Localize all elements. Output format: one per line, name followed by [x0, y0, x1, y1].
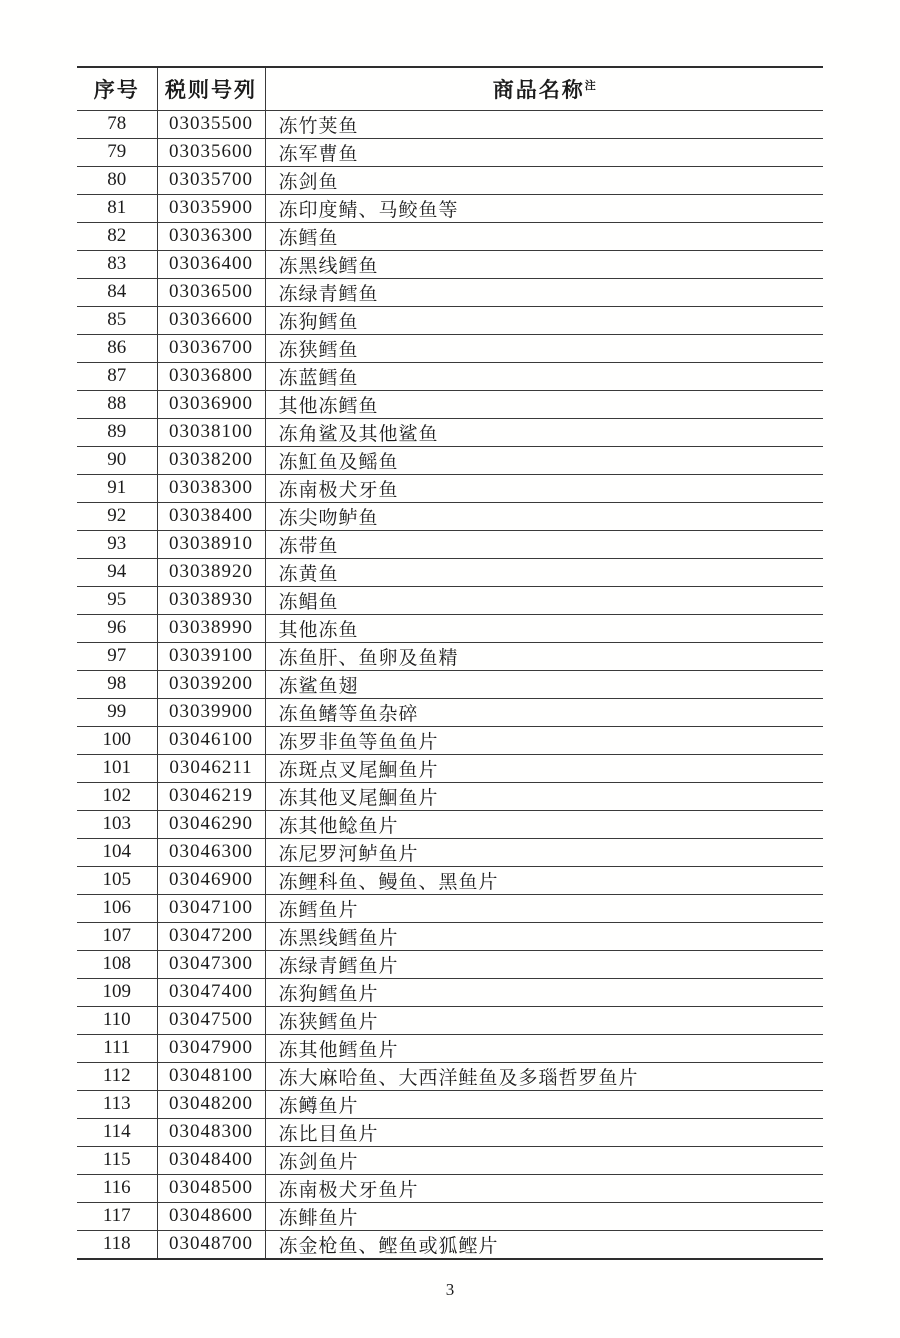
name-cell: 冻鲱鱼片 — [265, 1202, 823, 1230]
table-row — [77, 138, 823, 166]
code-cell: 03046900 — [157, 866, 265, 894]
table-row — [77, 1202, 823, 1230]
table-row — [77, 362, 823, 390]
table-row — [77, 950, 823, 978]
serial-cell: 113 — [77, 1090, 157, 1118]
table-row — [77, 1118, 823, 1146]
serial-cell: 81 — [77, 194, 157, 222]
serial-cell: 112 — [77, 1062, 157, 1090]
code-cell: 03048300 — [157, 1118, 265, 1146]
name-cell: 冻角鲨及其他鲨鱼 — [265, 418, 823, 446]
table-row — [77, 474, 823, 502]
code-cell: 03039900 — [157, 698, 265, 726]
table-row — [77, 1034, 823, 1062]
code-cell: 03046211 — [157, 754, 265, 782]
table-row — [77, 922, 823, 950]
code-cell: 03035900 — [157, 194, 265, 222]
table-row — [77, 726, 823, 754]
name-cell: 冻狗鳕鱼片 — [265, 978, 823, 1006]
code-cell: 03048400 — [157, 1146, 265, 1174]
code-cell: 03047400 — [157, 978, 265, 1006]
code-cell: 03038920 — [157, 558, 265, 586]
name-cell: 冻大麻哈鱼、大西洋鲑鱼及多瑙哲罗鱼片 — [265, 1062, 823, 1090]
table-row — [77, 418, 823, 446]
code-cell: 03047900 — [157, 1034, 265, 1062]
name-cell: 冻南极犬牙鱼片 — [265, 1174, 823, 1202]
table-row — [77, 306, 823, 334]
table-row — [77, 810, 823, 838]
table-row — [77, 222, 823, 250]
serial-cell: 110 — [77, 1006, 157, 1034]
serial-cell: 88 — [77, 390, 157, 418]
serial-cell: 99 — [77, 698, 157, 726]
table-row — [77, 642, 823, 670]
name-cell: 冻比目鱼片 — [265, 1118, 823, 1146]
code-cell: 03038200 — [157, 446, 265, 474]
table-row — [77, 334, 823, 362]
serial-cell: 116 — [77, 1174, 157, 1202]
code-cell: 03048700 — [157, 1230, 265, 1259]
name-cell: 冻鱼鳍等鱼杂碎 — [265, 698, 823, 726]
code-cell: 03048200 — [157, 1090, 265, 1118]
name-cell: 冻鱼肝、鱼卵及鱼精 — [265, 642, 823, 670]
serial-cell: 83 — [77, 250, 157, 278]
serial-cell: 90 — [77, 446, 157, 474]
code-cell: 03035600 — [157, 138, 265, 166]
serial-cell: 109 — [77, 978, 157, 1006]
table-row — [77, 1146, 823, 1174]
name-cell: 冻黄鱼 — [265, 558, 823, 586]
serial-cell: 92 — [77, 502, 157, 530]
code-cell: 03036500 — [157, 278, 265, 306]
code-cell: 03036400 — [157, 250, 265, 278]
table-header — [77, 67, 823, 110]
serial-cell: 96 — [77, 614, 157, 642]
table-row — [77, 502, 823, 530]
table-row — [77, 586, 823, 614]
name-cell: 冻剑鱼 — [265, 166, 823, 194]
table-row — [77, 978, 823, 1006]
serial-cell: 95 — [77, 586, 157, 614]
serial-cell: 103 — [77, 810, 157, 838]
table-row — [77, 1062, 823, 1090]
serial-cell: 94 — [77, 558, 157, 586]
code-cell: 03038300 — [157, 474, 265, 502]
name-cell: 冻鳕鱼 — [265, 222, 823, 250]
name-cell: 冻斑点叉尾鮰鱼片 — [265, 754, 823, 782]
table-row — [77, 614, 823, 642]
name-cell: 冻金枪鱼、鲣鱼或狐鲣片 — [265, 1230, 823, 1259]
code-cell: 03047200 — [157, 922, 265, 950]
code-cell: 03038100 — [157, 418, 265, 446]
table-row — [77, 782, 823, 810]
name-cell: 冻尼罗河鲈鱼片 — [265, 838, 823, 866]
code-cell: 03047300 — [157, 950, 265, 978]
table-row — [77, 446, 823, 474]
code-cell: 03046300 — [157, 838, 265, 866]
name-cell: 冻狭鳕鱼片 — [265, 1006, 823, 1034]
serial-cell: 79 — [77, 138, 157, 166]
name-cell: 冻剑鱼片 — [265, 1146, 823, 1174]
serial-cell: 118 — [77, 1230, 157, 1259]
serial-cell: 84 — [77, 278, 157, 306]
name-cell: 冻鲳鱼 — [265, 586, 823, 614]
serial-cell: 89 — [77, 418, 157, 446]
serial-cell: 97 — [77, 642, 157, 670]
col-header-name-text: 商品名称 — [492, 77, 585, 102]
table-row — [77, 166, 823, 194]
table-row — [77, 1090, 823, 1118]
serial-cell: 104 — [77, 838, 157, 866]
code-cell: 03038910 — [157, 530, 265, 558]
table-row — [77, 194, 823, 222]
name-cell: 冻绿青鳕鱼片 — [265, 950, 823, 978]
product-table — [77, 66, 823, 1260]
code-cell: 03048500 — [157, 1174, 265, 1202]
code-cell: 03048100 — [157, 1062, 265, 1090]
name-cell: 冻印度鲭、马鲛鱼等 — [265, 194, 823, 222]
table-body — [77, 110, 823, 1259]
serial-cell: 91 — [77, 474, 157, 502]
serial-cell: 117 — [77, 1202, 157, 1230]
serial-cell: 105 — [77, 866, 157, 894]
code-cell: 03039200 — [157, 670, 265, 698]
serial-cell: 108 — [77, 950, 157, 978]
serial-cell: 87 — [77, 362, 157, 390]
name-cell: 冻鳕鱼片 — [265, 894, 823, 922]
header-note-superscript: 注 — [584, 79, 596, 92]
serial-cell: 85 — [77, 306, 157, 334]
name-cell: 冻蓝鳕鱼 — [265, 362, 823, 390]
code-cell: 03047100 — [157, 894, 265, 922]
table-row — [77, 530, 823, 558]
table-row — [77, 1230, 823, 1259]
code-cell: 03036600 — [157, 306, 265, 334]
code-cell: 03036700 — [157, 334, 265, 362]
code-cell: 03035700 — [157, 166, 265, 194]
name-cell: 冻军曹鱼 — [265, 138, 823, 166]
name-cell: 冻竹荚鱼 — [265, 110, 823, 138]
name-cell: 冻南极犬牙鱼 — [265, 474, 823, 502]
table-row — [77, 894, 823, 922]
table-row — [77, 278, 823, 306]
table-row — [77, 1006, 823, 1034]
name-cell: 冻魟鱼及鳐鱼 — [265, 446, 823, 474]
serial-cell: 86 — [77, 334, 157, 362]
code-cell: 03036800 — [157, 362, 265, 390]
serial-cell: 115 — [77, 1146, 157, 1174]
code-cell: 03046219 — [157, 782, 265, 810]
code-cell: 03046290 — [157, 810, 265, 838]
serial-cell: 100 — [77, 726, 157, 754]
serial-cell: 80 — [77, 166, 157, 194]
code-cell: 03047500 — [157, 1006, 265, 1034]
serial-cell: 114 — [77, 1118, 157, 1146]
table-row — [77, 250, 823, 278]
code-cell: 03038930 — [157, 586, 265, 614]
name-cell: 冻黑线鳕鱼 — [265, 250, 823, 278]
serial-cell: 102 — [77, 782, 157, 810]
table-row — [77, 1174, 823, 1202]
table-row — [77, 558, 823, 586]
code-cell: 03036300 — [157, 222, 265, 250]
serial-cell: 107 — [77, 922, 157, 950]
serial-cell: 111 — [77, 1034, 157, 1062]
code-cell: 03048600 — [157, 1202, 265, 1230]
name-cell: 冻其他鲶鱼片 — [265, 810, 823, 838]
page-number: 3 — [445, 1280, 455, 1299]
name-cell: 冻狗鳕鱼 — [265, 306, 823, 334]
name-cell: 冻鳟鱼片 — [265, 1090, 823, 1118]
code-cell: 03046100 — [157, 726, 265, 754]
name-cell: 冻罗非鱼等鱼鱼片 — [265, 726, 823, 754]
serial-cell: 82 — [77, 222, 157, 250]
name-cell: 冻黑线鳕鱼片 — [265, 922, 823, 950]
name-cell: 冻鲤科鱼、鳗鱼、黑鱼片 — [265, 866, 823, 894]
table-row — [77, 670, 823, 698]
code-cell: 03038990 — [157, 614, 265, 642]
serial-cell: 78 — [77, 110, 157, 138]
serial-cell: 93 — [77, 530, 157, 558]
table-row — [77, 390, 823, 418]
col-header-serial: 序号 — [77, 67, 157, 110]
name-cell: 冻鲨鱼翅 — [265, 670, 823, 698]
code-cell: 03039100 — [157, 642, 265, 670]
name-cell: 冻绿青鳕鱼 — [265, 278, 823, 306]
name-cell: 冻狭鳕鱼 — [265, 334, 823, 362]
name-cell: 其他冻鳕鱼 — [265, 390, 823, 418]
table-row — [77, 838, 823, 866]
code-cell: 03036900 — [157, 390, 265, 418]
name-cell: 冻其他鳕鱼片 — [265, 1034, 823, 1062]
table-row — [77, 754, 823, 782]
col-header-code: 税则号列 — [157, 67, 265, 110]
serial-cell: 101 — [77, 754, 157, 782]
serial-cell: 106 — [77, 894, 157, 922]
code-cell: 03035500 — [157, 110, 265, 138]
name-cell: 冻带鱼 — [265, 530, 823, 558]
name-cell: 冻其他叉尾鮰鱼片 — [265, 782, 823, 810]
serial-cell: 98 — [77, 670, 157, 698]
col-header-name — [265, 67, 823, 110]
name-cell: 冻尖吻鲈鱼 — [265, 502, 823, 530]
table-row — [77, 698, 823, 726]
name-cell: 其他冻鱼 — [265, 614, 823, 642]
table-row — [77, 866, 823, 894]
table-row — [77, 110, 823, 138]
header-row — [77, 67, 823, 110]
code-cell: 03038400 — [157, 502, 265, 530]
